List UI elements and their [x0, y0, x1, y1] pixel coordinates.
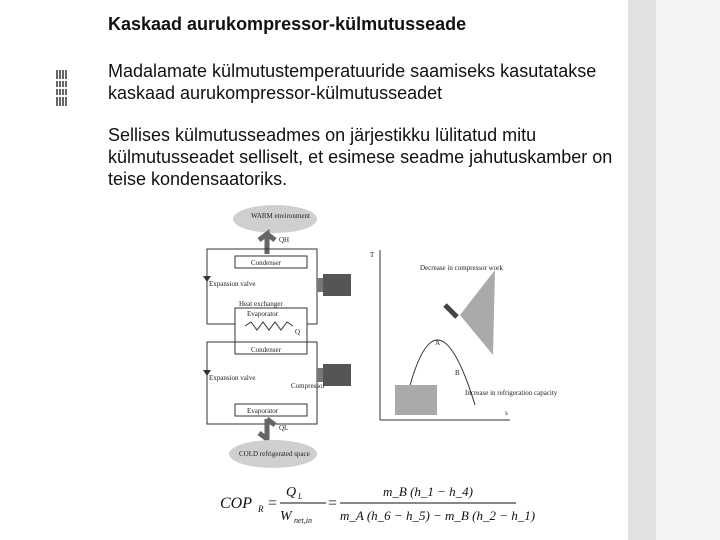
slide-title: Kaskaad aurukompressor-külmutusseade — [108, 14, 467, 34]
formula-lhs: COP — [220, 495, 252, 512]
warm-label: WARM environment — [251, 212, 310, 220]
formula-num2: m_B (h_1 − h_4) — [383, 484, 474, 499]
evaporator-label: Evaporator — [247, 407, 279, 415]
formula-num1-sub: L — [298, 492, 303, 501]
expansion-valve-bottom: Expansion valve — [209, 374, 256, 382]
condenser-label: Condenser — [251, 259, 281, 267]
heat-exchanger-label: Heat exchanger — [239, 300, 283, 308]
formula-den2: m_A (h_6 − h_5) − m_B (h_2 − h_1) — [340, 508, 536, 523]
compressor-label: Compressor — [291, 382, 325, 390]
qh-label: QH — [279, 236, 290, 244]
decrease-note: Decrease in compressor work — [420, 264, 503, 272]
decrease-work-area — [460, 270, 495, 355]
cold-label: COLD refrigerated space — [239, 450, 310, 458]
eq-sign-2: = — [328, 495, 338, 512]
bottom-compressor — [323, 364, 351, 386]
evaporator-label-top: Evaporator — [247, 310, 279, 318]
label-b: B — [455, 369, 460, 377]
s-axis-label: s — [505, 409, 508, 417]
t-axis-label: T — [370, 251, 375, 259]
paragraph-intro: Madalamate külmutustemperatuuride saamiseks kasutatakse kaskaad aurukompressor-külmutusseadet — [108, 61, 597, 103]
qheat-label: Q — [295, 328, 301, 336]
ts-diagram — [365, 245, 558, 425]
increase-capacity-area — [395, 385, 437, 415]
cop-formula — [218, 478, 536, 528]
ql-label: QL — [279, 424, 289, 432]
increase-note: Increase in refrigeration capacity — [465, 389, 558, 397]
formula-den1: W — [280, 509, 292, 524]
right-decorative-band — [628, 0, 656, 540]
formula-num1: Q — [286, 485, 297, 500]
paragraph-description: Sellises külmutusseadmes on järjestikku lülitatud mitu külmutusseadet selliselt, et esimese seadme jahutuskamber on teise kondensaatoriks. — [108, 125, 613, 189]
formula-den1-sub: net,in — [294, 516, 312, 525]
ql-arrow — [259, 419, 275, 439]
eq-sign-1: = — [268, 495, 278, 512]
top-compressor — [323, 274, 351, 296]
slide-bullet-icon — [55, 68, 69, 108]
label-a: A — [435, 339, 441, 347]
right-edge-panel — [656, 0, 720, 540]
condenser-label-bottom: Condenser — [251, 346, 281, 354]
qh-arrow — [259, 234, 275, 254]
qh-pointer — [445, 305, 457, 317]
expansion-valve-top: Expansion valve — [209, 280, 256, 288]
formula-lhs-sub: R — [258, 504, 264, 514]
